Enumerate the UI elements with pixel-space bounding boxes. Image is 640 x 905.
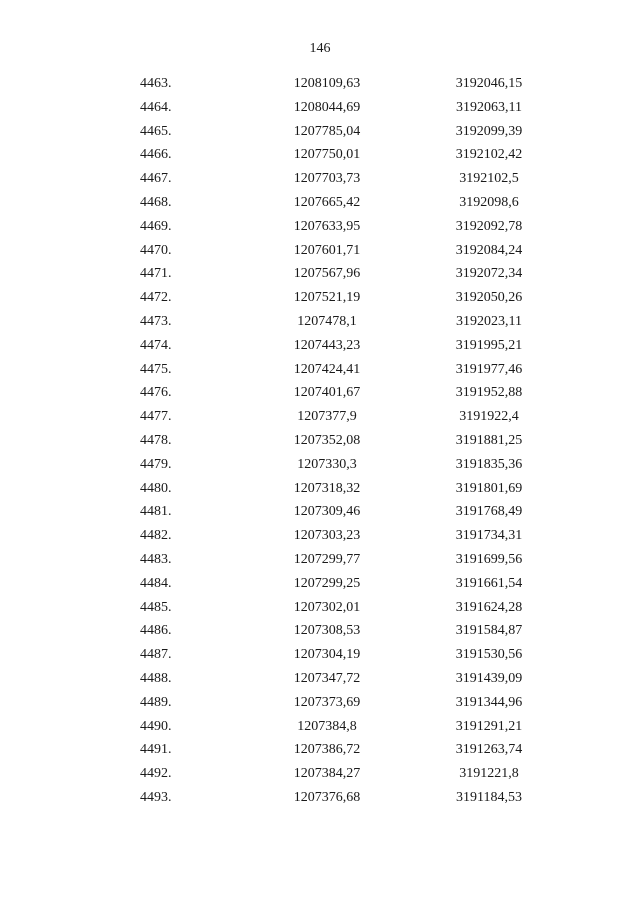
point-number: 4493. — [140, 789, 172, 805]
point-number: 4480. — [140, 480, 172, 496]
coordinate-y: 3191699,56 — [455, 551, 523, 567]
table-row — [0, 550, 640, 574]
point-number: 4486. — [140, 623, 172, 639]
coordinate-y: 3191221,8 — [459, 766, 519, 782]
table-row — [0, 288, 640, 312]
coordinate-y: 3191439,09 — [455, 670, 523, 686]
point-number: 4483. — [140, 551, 172, 567]
coordinate-y: 3192099,39 — [455, 123, 523, 139]
table-row — [0, 693, 640, 717]
coordinate-y: 3192046,15 — [455, 76, 523, 91]
table-row — [0, 502, 640, 526]
coordinate-y: 3191801,69 — [455, 480, 523, 496]
coordinate-x: 1207424,41 — [293, 361, 361, 377]
table-row — [0, 407, 640, 431]
coordinate-x: 1207665,42 — [293, 194, 361, 210]
table-row — [0, 217, 640, 241]
point-number: 4481. — [140, 504, 172, 520]
point-number: 4484. — [140, 575, 172, 591]
page-number: 146 — [309, 41, 331, 56]
point-number: 4466. — [140, 147, 172, 163]
table-row — [0, 145, 640, 169]
table-row — [0, 383, 640, 407]
point-number: 4485. — [140, 599, 172, 615]
coordinate-y: 3192098,6 — [459, 194, 519, 210]
coordinate-x: 1207443,23 — [293, 337, 361, 353]
table-row — [0, 479, 640, 503]
coordinate-x: 1207521,19 — [293, 290, 361, 306]
table-row — [0, 312, 640, 336]
coordinate-x: 1208109,63 — [293, 76, 361, 91]
point-number: 4489. — [140, 694, 172, 710]
coordinate-x: 1207352,08 — [293, 432, 361, 448]
coordinate-x: 1207377,9 — [297, 409, 357, 425]
coordinate-x: 1207633,95 — [293, 218, 361, 234]
coordinate-x: 1207299,77 — [293, 551, 361, 567]
coordinate-x: 1207750,01 — [293, 147, 361, 163]
point-number: 4482. — [140, 528, 172, 544]
point-number: 4473. — [140, 313, 172, 329]
coordinate-y: 3191584,87 — [455, 623, 523, 639]
coordinate-y: 3192084,24 — [455, 242, 523, 258]
coordinate-x: 1207318,32 — [293, 480, 361, 496]
coordinate-x: 1207330,3 — [297, 456, 357, 472]
table-row — [0, 788, 640, 812]
point-number: 4479. — [140, 456, 172, 472]
coordinate-x: 1207785,04 — [293, 123, 361, 139]
coordinate-y: 3191734,31 — [455, 528, 523, 544]
table-row — [0, 431, 640, 455]
point-number: 4474. — [140, 337, 172, 353]
coordinates-table — [0, 74, 640, 812]
coordinate-x: 1207401,67 — [293, 385, 361, 401]
coordinate-x: 1207302,01 — [293, 599, 361, 615]
point-number: 4487. — [140, 647, 172, 663]
coordinate-y: 3192023,11 — [456, 313, 522, 329]
point-number: 4472. — [140, 290, 172, 306]
coordinate-y: 3191530,56 — [455, 647, 523, 663]
coordinate-y: 3191995,21 — [455, 337, 523, 353]
table-row — [0, 241, 640, 265]
point-number: 4470. — [140, 242, 172, 258]
point-number: 4478. — [140, 432, 172, 448]
point-number: 4469. — [140, 218, 172, 234]
table-row — [0, 740, 640, 764]
coordinate-x: 1207373,69 — [293, 694, 361, 710]
coordinate-x: 1207384,8 — [297, 718, 357, 734]
coordinate-x: 1207309,46 — [293, 504, 361, 520]
coordinate-y: 3192063,11 — [456, 99, 522, 115]
table-row — [0, 98, 640, 122]
coordinate-y: 3191835,36 — [455, 456, 523, 472]
coordinate-y: 3192050,26 — [455, 290, 523, 306]
coordinate-x: 1207703,73 — [293, 171, 361, 187]
coordinate-x: 1207304,19 — [293, 647, 361, 663]
coordinate-y: 3192102,42 — [455, 147, 523, 163]
point-number: 4475. — [140, 361, 172, 377]
coordinate-y: 3191768,49 — [455, 504, 523, 520]
table-row — [0, 336, 640, 360]
coordinate-y: 3192102,5 — [459, 171, 519, 187]
coordinate-y: 3191952,88 — [455, 385, 523, 401]
coordinate-x: 1207308,53 — [293, 623, 361, 639]
coordinate-y: 3192072,34 — [455, 266, 523, 282]
point-number: 4488. — [140, 670, 172, 686]
table-row — [0, 669, 640, 693]
table-row — [0, 455, 640, 479]
table-row — [0, 360, 640, 384]
coordinate-x: 1207384,27 — [293, 766, 361, 782]
coordinate-y: 3191881,25 — [455, 432, 523, 448]
table-row — [0, 169, 640, 193]
coordinate-x: 1207478,1 — [297, 313, 357, 329]
point-number: 4468. — [140, 194, 172, 210]
point-number: 4490. — [140, 718, 172, 734]
coordinate-y: 3191344,96 — [455, 694, 523, 710]
coordinate-x: 1207567,96 — [293, 266, 361, 282]
table-row — [0, 764, 640, 788]
table-row — [0, 526, 640, 550]
coordinate-y: 3191661,54 — [455, 575, 523, 591]
table-row — [0, 621, 640, 645]
table-row — [0, 193, 640, 217]
point-number: 4492. — [140, 766, 172, 782]
coordinate-x: 1208044,69 — [293, 99, 361, 115]
point-number: 4491. — [140, 742, 172, 758]
coordinate-y: 3191184,53 — [456, 789, 522, 805]
coordinate-y: 3191977,46 — [455, 361, 523, 377]
table-row — [0, 645, 640, 669]
point-number: 4464. — [140, 99, 172, 115]
coordinate-x: 1207376,68 — [293, 789, 361, 805]
point-number: 4476. — [140, 385, 172, 401]
coordinate-y: 3191291,21 — [455, 718, 523, 734]
table-row — [0, 574, 640, 598]
point-number: 4471. — [140, 266, 172, 282]
coordinate-y: 3191263,74 — [455, 742, 523, 758]
point-number: 4477. — [140, 409, 172, 425]
coordinate-x: 1207347,72 — [293, 670, 361, 686]
table-row — [0, 598, 640, 622]
point-number: 4463. — [140, 76, 172, 91]
point-number: 4465. — [140, 123, 172, 139]
coordinate-x: 1207303,23 — [293, 528, 361, 544]
coordinate-y: 3192092,78 — [455, 218, 523, 234]
table-row — [0, 74, 640, 98]
coordinate-x: 1207299,25 — [293, 575, 361, 591]
table-row — [0, 717, 640, 741]
coordinate-y: 3191624,28 — [455, 599, 523, 615]
coordinate-x: 1207601,71 — [293, 242, 361, 258]
table-row — [0, 264, 640, 288]
point-number: 4467. — [140, 171, 172, 187]
coordinate-x: 1207386,72 — [293, 742, 361, 758]
coordinate-y: 3191922,4 — [459, 409, 519, 425]
table-row — [0, 122, 640, 146]
